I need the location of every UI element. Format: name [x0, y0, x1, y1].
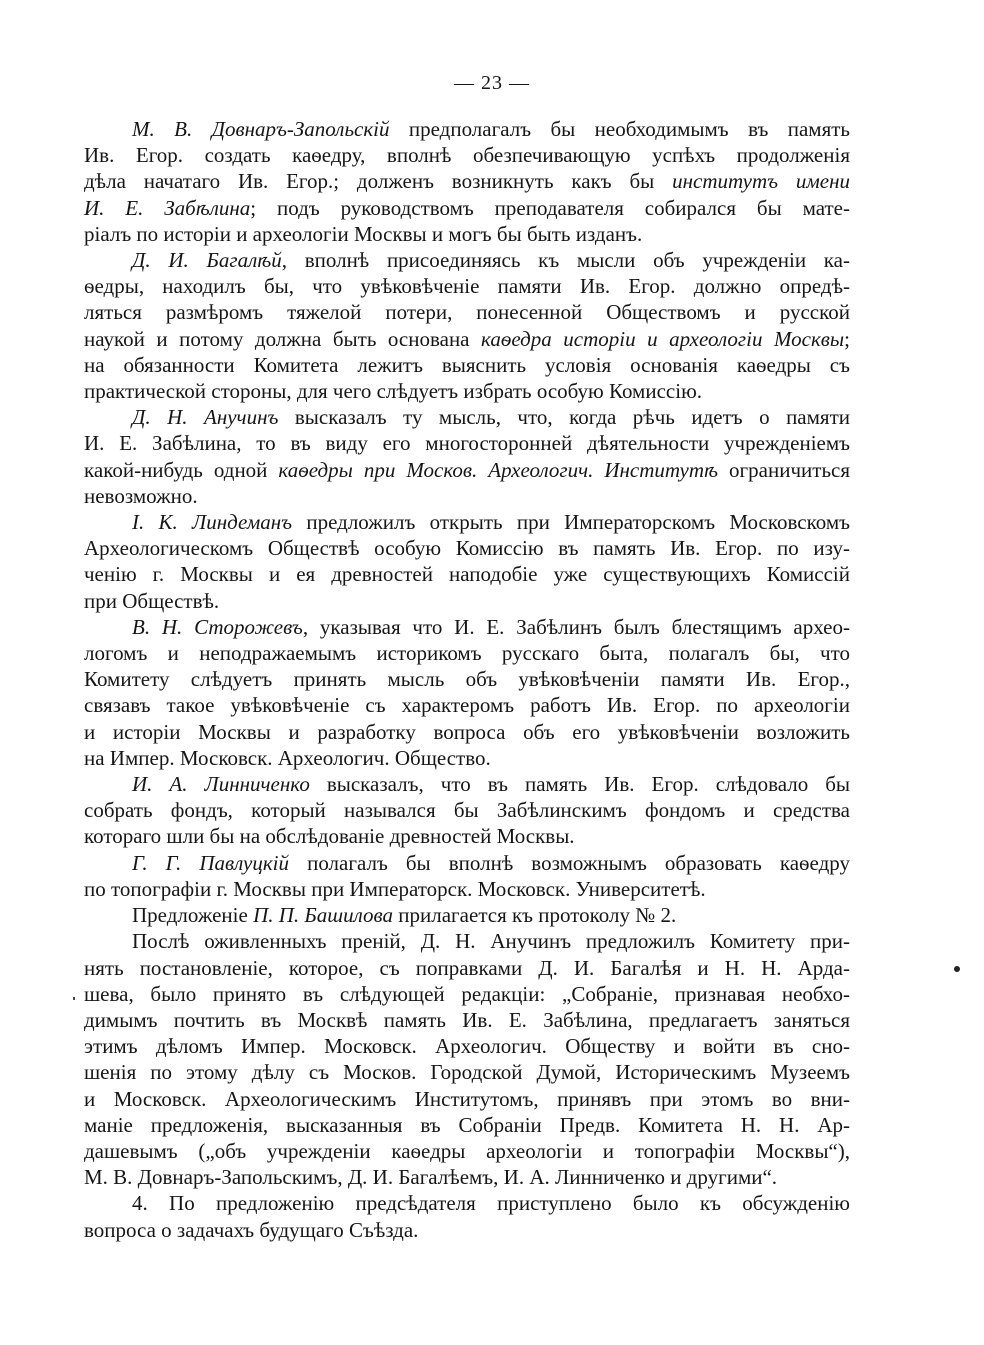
- text-line: [84, 378, 850, 404]
- text-line: [84, 902, 850, 928]
- text-run: предполагалъ бы необходимымъ въ память: [389, 117, 850, 141]
- text-run: логомъ и неподражаемымъ историкомъ русскаго быта, полагалъ бы, что: [84, 641, 850, 666]
- text-line: [84, 745, 850, 771]
- text-line: [84, 823, 850, 849]
- text-run: дѣла начатаго Ив. Егор.; долженъ возникнуть какъ бы: [84, 169, 673, 194]
- text-line: [84, 168, 850, 194]
- text-run: Предложеніе: [132, 903, 254, 928]
- paragraph: [84, 404, 850, 509]
- text-line: [84, 1217, 850, 1243]
- text-line: [84, 1007, 850, 1033]
- text-run: практической стороны, для чего слѣдуетъ избрать особую Комиссію.: [84, 379, 703, 404]
- text-run: ограничиться: [718, 457, 850, 482]
- paragraph: [84, 614, 850, 771]
- text-line: [84, 692, 850, 718]
- italic-text: В. Н. Сторожевъ: [132, 614, 303, 639]
- text-line: [84, 299, 850, 325]
- text-line: [84, 876, 850, 902]
- italic-text: И. Е. Забѣлина: [84, 195, 251, 220]
- text-run: при Обществѣ.: [84, 588, 220, 613]
- text-line: [84, 981, 850, 1007]
- text-line: [84, 273, 850, 299]
- text-line: [84, 483, 850, 509]
- text-run: и исторіи Москвы и разработку вопроса объ его увѣковѣченіи возложить: [84, 719, 850, 744]
- text-line: [84, 221, 850, 247]
- text-run: котораго шли бы на обслѣдованіе древностей Москвы.: [84, 824, 575, 849]
- text-line: [84, 1112, 850, 1138]
- text-run: М. В. Довнаръ-Запольскимъ, Д. И. Багалѣемъ, И. А. Линниченко и другими“.: [84, 1165, 778, 1190]
- text-run: этимъ дѣломъ Импер. Московск. Археологич. Обществу и войти въ сно-: [84, 1034, 850, 1059]
- text-run: 4. По предложенію предсѣдателя приступлено было къ обсужденію: [132, 1191, 850, 1216]
- text-run: ченію г. Москвы и ея древностей наподобіе уже существующихъ Комиссій: [84, 562, 850, 587]
- text-run: Ив. Егор. создать каѳедру, вполнѣ обезпечивающую успѣхъ продолженія: [84, 143, 850, 168]
- text-run: предложилъ открыть при Императорскомъ Московскомъ: [292, 510, 850, 535]
- text-run: ляться размѣромъ тяжелой потери, понесенной Обществомъ и русской: [84, 300, 850, 325]
- text-line: [84, 666, 850, 692]
- text-run: , вполнѣ присоединяясь къ мысли объ учрежденіи ка-: [281, 248, 850, 273]
- text-line: [84, 326, 850, 352]
- text-line: [84, 850, 850, 876]
- text-run: прилагается къ протоколу № 2.: [393, 903, 677, 928]
- text-line: [84, 509, 850, 535]
- text-run: связавъ такое увѣковѣченіе съ характеромъ работъ Ив. Егор. по археологіи: [84, 693, 850, 718]
- paragraph: [84, 771, 850, 850]
- paragraph: [84, 247, 850, 404]
- text-run: Комитету слѣдуетъ принять мысль объ увѣковѣченіи памяти Ив. Егор.,: [84, 667, 850, 692]
- italic-text: Д. И. Багалѣй: [132, 248, 282, 273]
- text-line: [84, 771, 850, 797]
- text-line: [84, 719, 850, 745]
- paragraph: [84, 928, 850, 1190]
- text-line: [84, 142, 850, 168]
- text-run: нять постановленіе, которое, съ поправками Д. И. Багалѣя и Н. Н. Арда-: [84, 955, 850, 980]
- italic-text: каѳедры при Москов. Археологич. Институтѣ: [278, 457, 719, 482]
- italic-text: Д. Н. Анучинъ: [132, 405, 279, 430]
- italic-text: каѳедра исторіи и археологіи Москвы: [481, 326, 845, 351]
- text-run: высказалъ, что въ память Ив. Егор. слѣдовало бы: [309, 772, 850, 797]
- text-run: какой-нибудь одной: [84, 457, 279, 482]
- paragraph: [84, 116, 850, 247]
- text-run: маніе предложенія, высказанныя въ Собраніи Предв. Комитета Н. Н. Ар-: [84, 1112, 850, 1137]
- text-line: [84, 1138, 850, 1164]
- text-line: [84, 561, 850, 587]
- text-line: [84, 797, 850, 823]
- text-run: на Импер. Московск. Археологич. Общество.: [84, 745, 491, 770]
- text-run: невозможно.: [84, 483, 198, 508]
- text-line: [84, 1164, 850, 1190]
- margin-dot-mark: [954, 966, 960, 972]
- text-run: Послѣ оживленныхъ преній, Д. Н. Анучинъ предложилъ Комитету при-: [132, 929, 850, 954]
- italic-text: М. В. Довнаръ-Запольскій: [132, 117, 390, 141]
- text-run: шева, было принято въ слѣдующей редакціи: „Собраніе, признавая необхо-: [84, 981, 850, 1006]
- text-run: Археологическомъ Обществѣ особую Комиссію въ память Ив. Егор. по изу-: [84, 536, 850, 561]
- text-line: [84, 457, 850, 483]
- text-line: [84, 352, 850, 378]
- italic-text: И. А. Линниченко: [132, 772, 310, 797]
- text-run: полагалъ бы вполнѣ возможнымъ образовать каѳедру: [289, 850, 850, 875]
- text-run: , указывая что И. Е. Забѣлинъ былъ блестящимъ архео-: [302, 614, 850, 639]
- text-line: [84, 195, 850, 221]
- text-run: по топографіи г. Москвы при Императорск. Московск. Университетѣ.: [84, 876, 706, 901]
- paragraph: [84, 1190, 850, 1242]
- text-run: собрать фондъ, который назывался бы Забѣлинскимъ фондомъ и средства: [84, 798, 850, 823]
- text-line: [84, 535, 850, 561]
- text-run: на обязанности Комитета лежитъ выяснить условія основанія каѳедры съ: [84, 352, 850, 377]
- margin-tick-mark: [73, 997, 75, 1000]
- text-line: [84, 640, 850, 666]
- text-line: [84, 1033, 850, 1059]
- text-run: ріалъ по исторіи и археологіи Москвы и могъ бы быть изданъ.: [84, 221, 643, 246]
- text-line: [84, 1190, 850, 1216]
- italic-text: Г. Г. Павлуцкій: [132, 850, 290, 875]
- italic-text: І. К. Линдеманъ: [132, 510, 293, 535]
- text-line: [84, 430, 850, 456]
- text-run: наукой и потому должна быть основана: [84, 326, 482, 351]
- text-line: [84, 614, 850, 640]
- text-run: дашевымъ („объ учрежденіи каѳедры археологіи и топографіи Москвы“),: [84, 1138, 850, 1163]
- text-run: ѳедры, находилъ бы, что увѣковѣченіе памяти Ив. Егор. должно опредѣ-: [84, 274, 850, 299]
- paragraph: [84, 902, 850, 928]
- text-line: [84, 588, 850, 614]
- text-run: ;: [844, 326, 850, 351]
- text-line: [84, 1059, 850, 1085]
- text-run: вопроса о задачахъ будущаго Съѣзда.: [84, 1217, 419, 1242]
- text-line: [84, 116, 850, 142]
- text-run: димымъ почтить въ Москвѣ память Ив. Е. Забѣлина, предлагаетъ заняться: [84, 1007, 850, 1032]
- text-line: [84, 955, 850, 981]
- text-line: [84, 928, 850, 954]
- body-text: [84, 116, 850, 1243]
- italic-text: П. П. Башилова: [253, 903, 394, 928]
- text-run: и Московск. Археологическимъ Институтомъ, принявъ при этомъ во вни-: [84, 1086, 850, 1111]
- text-line: [84, 247, 850, 273]
- paragraph: [84, 850, 850, 902]
- paragraph: [84, 509, 850, 614]
- page-number: — 23 —: [454, 72, 530, 94]
- text-run: ; подъ руководствомъ преподавателя собирался бы мате-: [250, 195, 850, 220]
- italic-text: институтъ имени: [672, 169, 850, 194]
- text-run: И. Е. Забѣлина, то въ виду его многосторонней дѣятельности учрежденіемъ: [84, 431, 850, 456]
- text-run: шенія по этому дѣлу съ Москов. Городской Думой, Историческимъ Музеемъ: [84, 1060, 850, 1085]
- text-line: [84, 404, 850, 430]
- text-run: высказалъ ту мысль, что, когда рѣчь идетъ о памяти: [278, 405, 850, 430]
- text-line: [84, 1086, 850, 1112]
